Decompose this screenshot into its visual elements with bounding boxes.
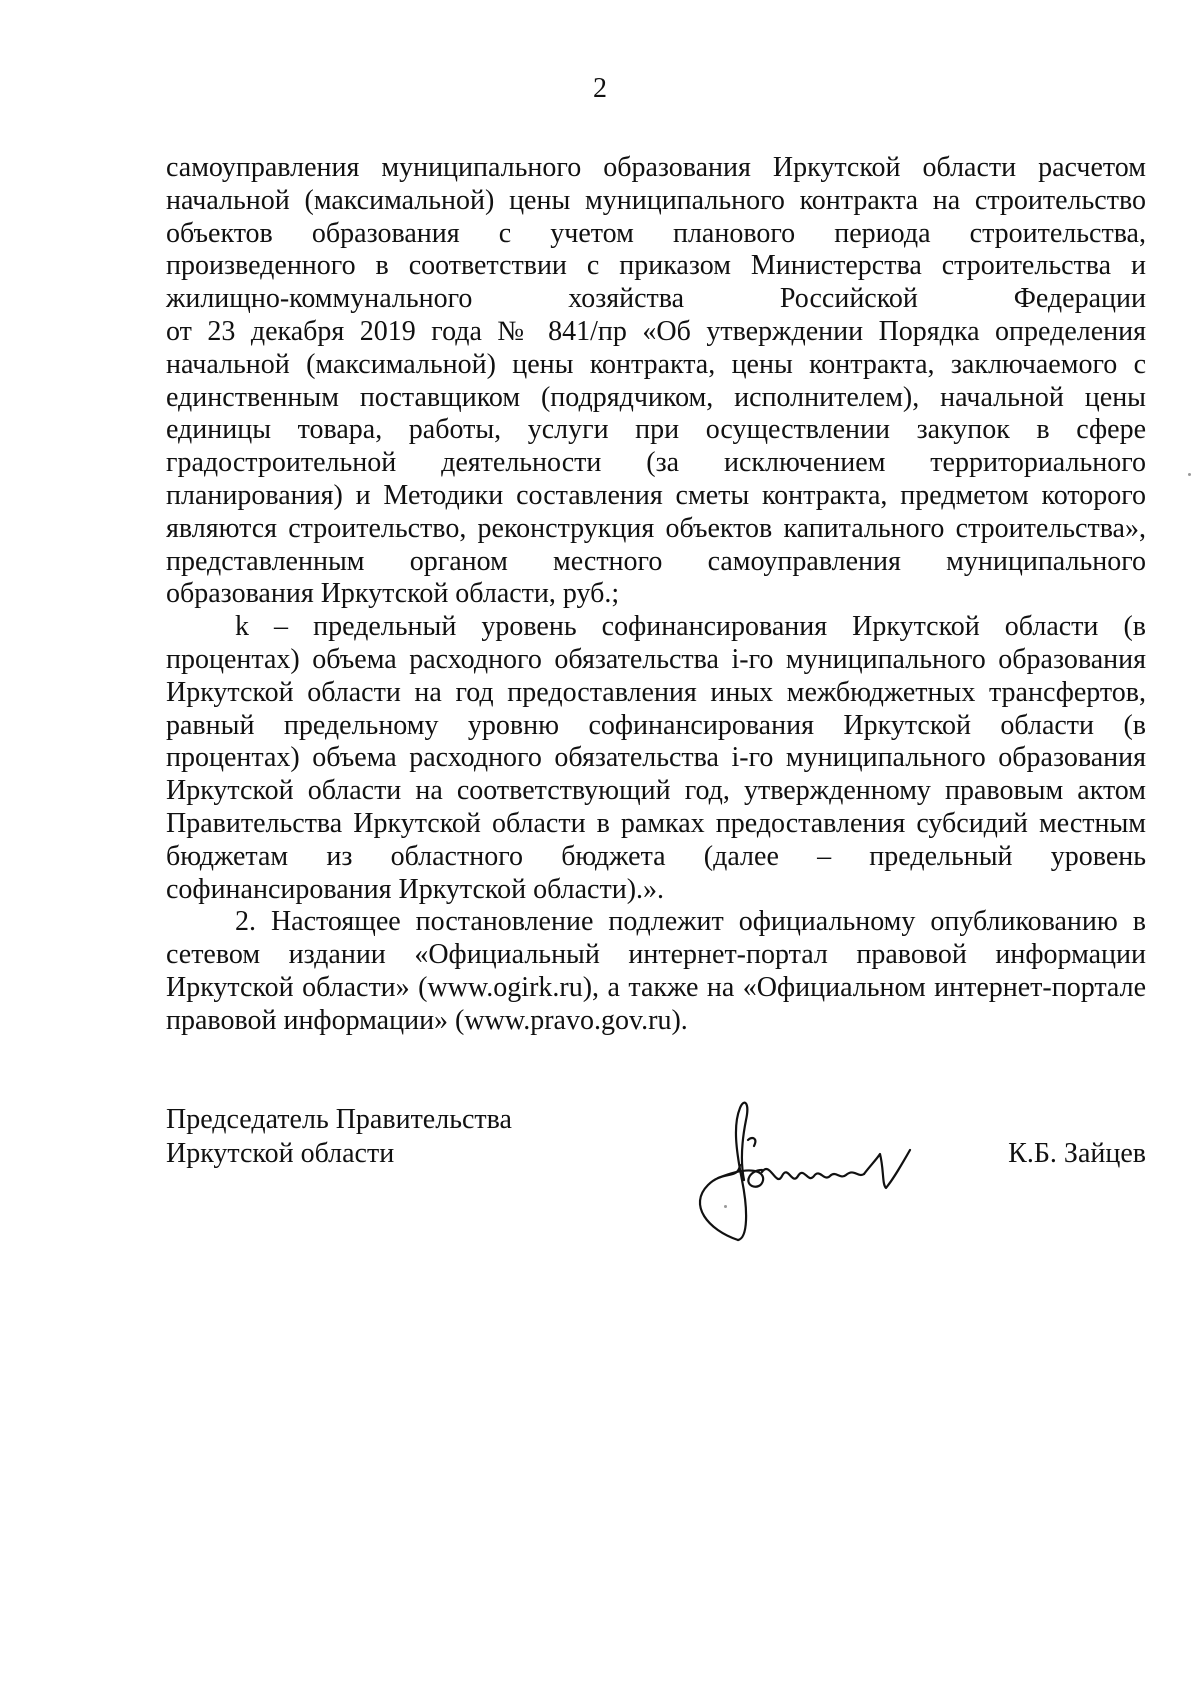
scan-artifact bbox=[724, 1205, 727, 1208]
scan-artifact bbox=[1188, 473, 1191, 476]
paragraph-k-definition: k – предельный уровень софинансирования Иркутской области (в процентах) объема расходного обязательства i-го муниципального образования Иркутской области на год предоставления иных межбюджетных трансфертов, равный предельному уровню софинансирования Иркутской области (в процентах) объема расходного обязательства i-го муниципального образования Иркутской области на соответствующий год, утвержденному правовым актом Правительства Иркутской области в рамках предоставления субсидий местным бюджетам из областного бюджета (далее – предельный уровень софинансирования Иркутской области).». bbox=[166, 611, 1146, 905]
signatory-title-line1: Председатель Правительства bbox=[166, 1104, 512, 1135]
text-line: единственным поставщиком (подрядчиком, исполнителем), начальной цены bbox=[166, 381, 1146, 413]
text-line: единицы товара, работы, услуги при осуществлении закупок в сфере bbox=[166, 414, 1146, 446]
text-line: самоуправления муниципального образования Иркутской области расчетом bbox=[166, 152, 1146, 183]
text-line: градостроительной деятельности (за исключением территориального bbox=[166, 447, 1146, 479]
text-line: образования Иркутской области, руб.; bbox=[166, 578, 620, 610]
text-line: начальной (максимальной) цены контракта, цены контракта, заключаемого с bbox=[166, 348, 1146, 380]
text-line: от 23 декабря 2019 года № 841/пр «Об утверждении Порядка определения bbox=[166, 315, 1146, 347]
text-line: начальной (максимальной) цены муниципального контракта на строительство bbox=[166, 184, 1146, 216]
paragraph-continuation bbox=[166, 152, 1146, 611]
text-line: жилищно-коммунального хозяйства Российской Федерации bbox=[166, 283, 1146, 315]
handwritten-signature bbox=[678, 1080, 958, 1250]
paragraph-publication: 2. Настоящее постановление подлежит официальному опубликованию в сетевом издании «Официальный интернет-портал правовой информации Иркутской области» (www.ogirk.ru), а также на «Официальном интернет-портале правовой информации» (www.pravo.gov.ru). bbox=[166, 906, 1146, 1036]
text-line: планирования) и Методики составления сметы контракта, предметом которого bbox=[166, 479, 1146, 511]
text-line: представленным органом местного самоуправления муниципального bbox=[166, 545, 1146, 577]
document-body bbox=[166, 152, 1146, 1038]
page-number: 2 bbox=[593, 73, 607, 104]
text-line: являются строительство, реконструкция объектов капитального строительства», bbox=[166, 512, 1146, 544]
text-line: объектов образования с учетом планового периода строительства, bbox=[166, 217, 1146, 249]
signatory-title-line2: Иркутской области bbox=[166, 1138, 395, 1169]
signatory-title bbox=[166, 1103, 512, 1171]
text-line: произведенного в соответствии с приказом Министерства строительства и bbox=[166, 250, 1146, 282]
signatory-name: К.Б. Зайцев bbox=[1008, 1138, 1146, 1169]
